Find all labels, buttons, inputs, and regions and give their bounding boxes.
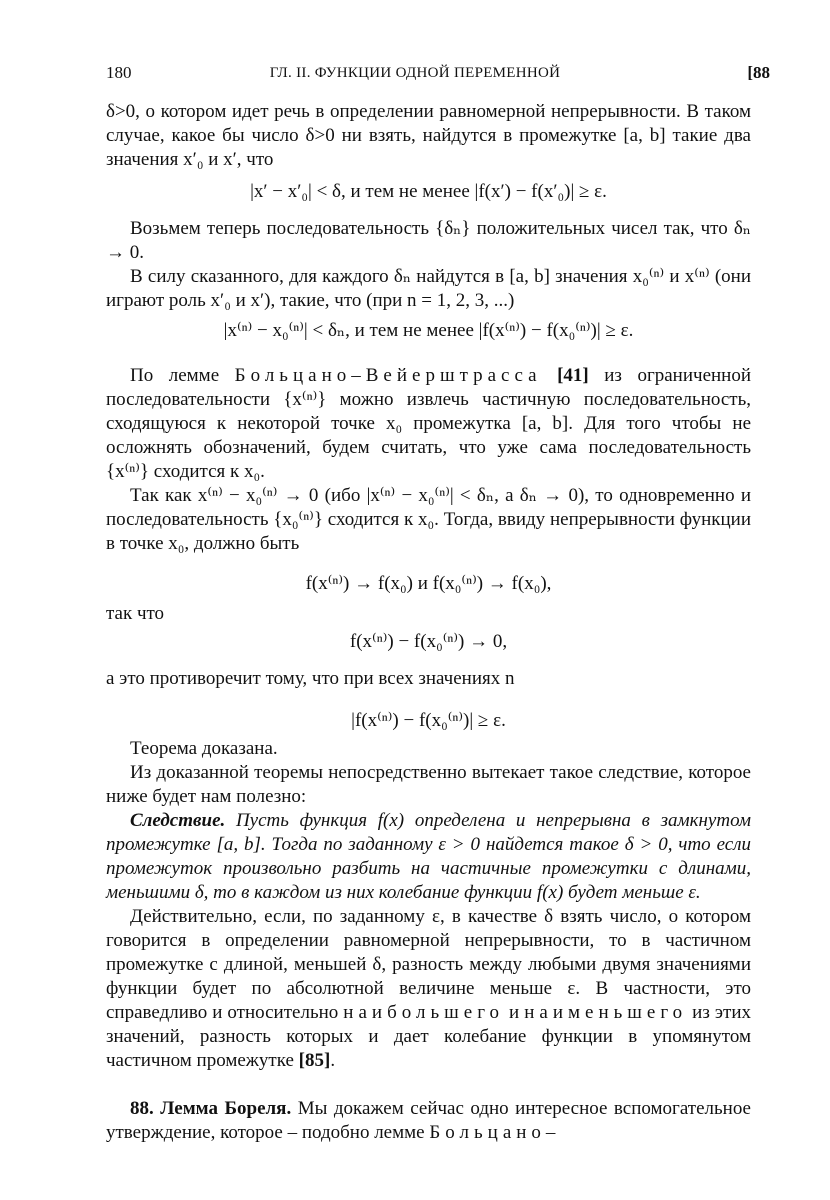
bolzano-weierstrass-name: Больцано–Вейерштрасса	[234, 365, 542, 386]
paragraph-corollary	[106, 809, 751, 905]
reference-85: [85]	[298, 1050, 331, 1071]
section-gap	[106, 1073, 751, 1097]
section-88-text: Мы докажем сейчас одно интересное вспомогательное утверждение, которое – подобно лемме	[106, 1098, 751, 1143]
text-fragment: .	[330, 1050, 336, 1071]
text-fragment: из этих значений, разность которых и дает колебание функции в упомянутом частичном промежутке	[106, 1002, 751, 1071]
text-contradiction: а это противоречит тому, что при всех значениях n	[106, 668, 515, 689]
bolzano-name: Больцано–	[429, 1122, 561, 1143]
paragraph-delta-sequence: Возьмем теперь последовательность {δₙ} положительных чисел так, что δₙ → 0.	[106, 218, 751, 263]
text-fragment: из ограниченной последовательности {x⁽ⁿ⁾} можно извлечь частичную последовательность, сходящуюся к некоторой точке x₀ промежутка [a, b]. Для того чтобы не осложнять обозначений, будем считать, что уже сама последовательность {x⁽ⁿ⁾} сходится к x₀.	[106, 365, 752, 482]
corollary-label: Следствие.	[130, 810, 226, 831]
emphasis-least: наименьшего	[524, 1002, 688, 1023]
paragraph-bolzano-lemma	[106, 364, 751, 484]
section-88-borel-lemma	[106, 1097, 751, 1145]
paragraph-corollary-proof	[106, 905, 751, 1073]
paragraph-convergence: Так как x⁽ⁿ⁾ − x₀⁽ⁿ⁾ → 0 (ибо |x⁽ⁿ⁾ − x₀⁽ⁿ⁾| < δₙ, а δₙ → 0), то одновременно и последовательность {x₀⁽ⁿ⁾} сходится к x₀. Тогда, ввиду непрерывности функции в точке x₀, должно быть	[106, 485, 751, 554]
formula-inequality-2: |x⁽ⁿ⁾ − x₀⁽ⁿ⁾| < δₙ, и тем не менее |f(x⁽ⁿ⁾) − f(x₀⁽ⁿ⁾)| ≥ ε.	[223, 320, 634, 341]
text-so-that: так что	[106, 603, 165, 624]
section-number: [88	[747, 63, 770, 82]
section-88-title: 88. Лемма Бореля.	[130, 1098, 292, 1119]
page-number: 180	[106, 63, 132, 82]
formula-difference-limit: f(x⁽ⁿ⁾) − f(x₀⁽ⁿ⁾) → 0,	[349, 631, 508, 652]
formula-inequality-1: |x′ − x′₀| < δ, и тем не менее |f(x′) − f(x′₀)| ≥ ε.	[250, 181, 607, 202]
text-fragment: и	[504, 1002, 525, 1023]
text-fragment: Действительно, если, по заданному ε, в качестве δ взять число, о котором говорится в определении равномерной непрерывности, то в частичном промежутке с длиной, меньшей δ, разность между любыми двумя значениями функции будет по абсолютной величине меньше ε. В частности, это справедливо и относительно	[106, 906, 751, 1023]
formula-limits: f(x⁽ⁿ⁾) → f(x₀) и f(x₀⁽ⁿ⁾) → f(x₀),	[305, 573, 552, 594]
paragraph-uniform-continuity: δ>0, о котором идет речь в определении равномерной непрерывности. В таком случае, какое бы число δ>0 ни взять, найдутся в промежутке [a, b] такие два значения x′₀ и x′, что	[106, 101, 751, 170]
running-header-chapter: ГЛ. II. ФУНКЦИИ ОДНОЙ ПЕРЕМЕННОЙ	[269, 65, 561, 81]
corollary-text: Пусть функция f(x) определена и непрерывна в замкнутом промежутке [a, b]. Тогда по заданному ε > 0 найдется такое δ > 0, что если промежуток произвольно разбить на частичные промежутки с длинами, меньшими δ, то в каждом из них колебание функции f(x) будет меньше ε.	[106, 810, 751, 903]
page-body	[106, 100, 751, 1145]
formula-inequality-3: |f(x⁽ⁿ⁾) − f(x₀⁽ⁿ⁾)| ≥ ε.	[351, 710, 506, 731]
emphasis-greatest: наибольшего	[343, 1002, 505, 1023]
text-fragment: По лемме	[130, 365, 235, 386]
reference-41: [41]	[557, 365, 589, 386]
text-theorem-proved: Теорема доказана.	[130, 738, 278, 759]
paragraph-values-in-interval: В силу сказанного, для каждого δₙ найдутся в [a, b] значения x₀⁽ⁿ⁾ и x⁽ⁿ⁾ (они играют роль x′₀ и x′), такие, что (при n = 1, 2, 3, ...)	[106, 266, 751, 311]
paragraph-corollary-intro: Из доказанной теоремы непосредственно вытекает такое следствие, которое ниже будет нам полезно:	[106, 762, 751, 807]
